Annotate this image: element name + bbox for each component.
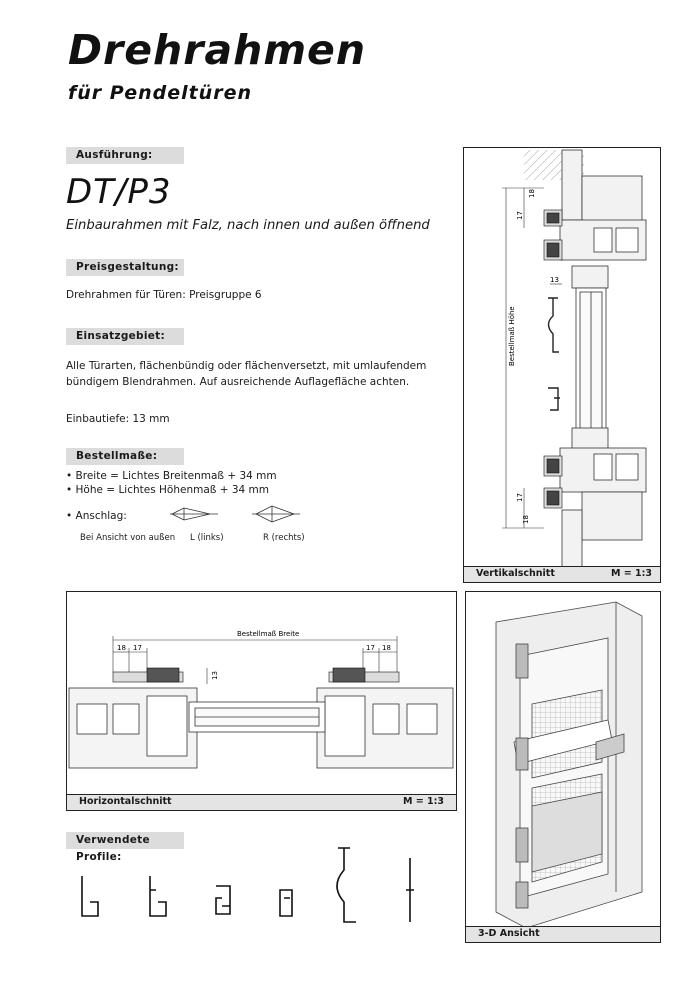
horizontal-dim-17-right: 17 (366, 644, 375, 652)
price-text: Drehrahmen für Türen: Preisgruppe 6 (66, 289, 262, 301)
horizontal-scale: M = 1:3 (402, 796, 444, 807)
profile-4 (280, 890, 292, 916)
view-3d-caption-bar (466, 926, 660, 942)
vertical-dim-18-top: 18 (528, 189, 536, 198)
vertical-section-panel (463, 147, 661, 583)
model-name: DT/P3 (66, 172, 172, 212)
horizontal-dim-18-right: 18 (382, 644, 391, 652)
page-title: Drehrahmen (68, 26, 367, 74)
profile-1 (82, 876, 98, 916)
vertical-dim-13: 13 (550, 276, 559, 284)
vertical-dim-17-bottom: 17 (516, 493, 524, 502)
vertical-caption-bar (464, 566, 660, 582)
horizontal-section-drawing (67, 592, 456, 810)
view-note: Bei Ansicht von außen (80, 533, 176, 543)
model-description: Einbaurahmen mit Falz, nach innen und außen öffnend (66, 218, 430, 233)
horizontal-caption-bar (67, 794, 456, 810)
view-3d-caption: 3-D Ansicht (478, 928, 540, 939)
horizontal-dim-label: Bestellmaß Breite (237, 630, 300, 638)
hinge-right-symbol (252, 506, 300, 522)
section-label-profile: Verwendete Profile: (66, 832, 184, 849)
vertical-dim-18-bottom: 18 (522, 515, 530, 524)
profile-shapes (66, 846, 436, 926)
vertical-scale: M = 1:3 (610, 568, 652, 579)
vertical-section-drawing (464, 148, 660, 582)
vertical-dim-17-top: 17 (516, 211, 524, 220)
horizontal-dim-18-left: 18 (117, 644, 126, 652)
hinge-right-label: R (rechts) (263, 533, 305, 543)
section-label-ausfuehrung: Ausführung: (66, 147, 184, 164)
page-subtitle: für Pendeltüren (68, 82, 252, 104)
profile-3 (216, 886, 230, 914)
horizontal-dim-13: 13 (211, 671, 219, 680)
profile-5 (337, 848, 356, 922)
hinge-left-symbol (170, 508, 218, 520)
hinge-left-label: L (links) (190, 533, 224, 543)
horizontal-caption: Horizontalschnitt (79, 796, 172, 807)
usage-line-1: Alle Türarten, flächenbündig oder flächenversetzt, mit umlaufendem (66, 360, 427, 372)
installation-depth: Einbautiefe: 13 mm (66, 413, 170, 425)
section-label-bestellmasse: Bestellmaße: (66, 448, 184, 465)
view-3d-panel (465, 591, 661, 943)
vertical-dim-label: Bestellmaß Höhe (508, 306, 516, 366)
section-label-preisgestaltung: Preisgestaltung: (66, 259, 184, 276)
order-height: • Höhe = Lichtes Höhenmaß + 34 mm (66, 484, 270, 496)
hinge-symbols (160, 502, 330, 532)
vertical-caption: Vertikalschnitt (476, 568, 555, 579)
view-3d-drawing (466, 592, 660, 942)
profile-6 (406, 858, 414, 922)
usage-line-2: bündigem Blendrahmen. Auf ausreichende Auflagefläche achten. (66, 376, 410, 388)
horizontal-section-panel (66, 591, 457, 811)
section-label-einsatzgebiet: Einsatzgebiet: (66, 328, 184, 345)
profile-2 (150, 876, 166, 916)
horizontal-dim-17-left: 17 (133, 644, 142, 652)
hinge-label: • Anschlag: (66, 510, 127, 522)
order-width: • Breite = Lichtes Breitenmaß + 34 mm (66, 470, 277, 482)
